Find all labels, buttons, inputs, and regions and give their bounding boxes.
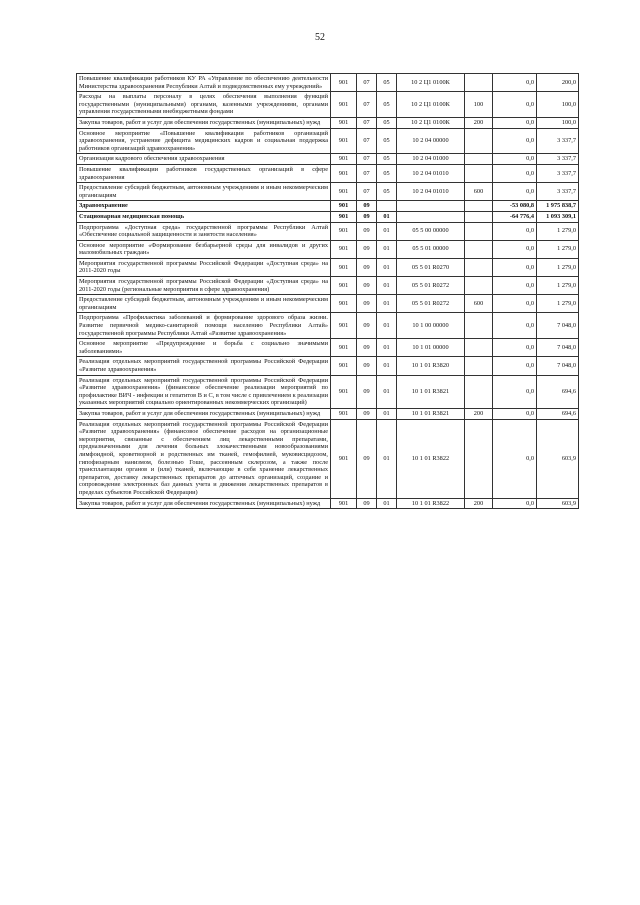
change-amount: 0,0 bbox=[493, 183, 537, 201]
table-row bbox=[77, 313, 579, 339]
row-name: Расходы на выплаты персоналу в целях обеспечения выполнения функций государственными (муниципальными) органами, казенными учреждениями, органами управления государственными внебюджетными фондами bbox=[77, 92, 331, 118]
target-article-code bbox=[397, 201, 465, 212]
ministry-code: 901 bbox=[331, 357, 357, 375]
section-code: 07 bbox=[357, 74, 377, 92]
table-row bbox=[77, 211, 579, 222]
ministry-code: 901 bbox=[331, 277, 357, 295]
total-amount: 694,6 bbox=[537, 408, 579, 419]
expense-type-code: 600 bbox=[465, 295, 493, 313]
change-amount: 0,0 bbox=[493, 339, 537, 357]
change-amount: 0,0 bbox=[493, 154, 537, 165]
expense-type-code: 200 bbox=[465, 498, 493, 509]
table-row bbox=[77, 201, 579, 212]
change-amount: 0,0 bbox=[493, 117, 537, 128]
subsection-code: 05 bbox=[377, 183, 397, 201]
change-amount: 0,0 bbox=[493, 277, 537, 295]
target-article-code: 10 1 01 00000 bbox=[397, 339, 465, 357]
change-amount: 0,0 bbox=[493, 313, 537, 339]
target-article-code bbox=[397, 211, 465, 222]
row-name: Основное мероприятие «Предупреждение и борьба с социально значимыми заболеваниями» bbox=[77, 339, 331, 357]
section-code: 07 bbox=[357, 92, 377, 118]
subsection-code: 01 bbox=[377, 498, 397, 509]
row-name: Закупка товаров, работ и услуг для обеспечения государственных (муниципальных) нужд bbox=[77, 408, 331, 419]
ministry-code: 901 bbox=[331, 408, 357, 419]
expense-type-code bbox=[465, 313, 493, 339]
subsection-code: 01 bbox=[377, 222, 397, 240]
total-amount: 3 337,7 bbox=[537, 128, 579, 154]
row-name: Основное мероприятие «Формирование безбарьерной среды для инвалидов и других маломобильных граждан» bbox=[77, 240, 331, 258]
row-name: Подпрограмма «Доступная среда» государственной программы Республики Алтай «Обеспечение социальной защищенности и занятости населения» bbox=[77, 222, 331, 240]
subsection-code bbox=[377, 201, 397, 212]
target-article-code: 10 1 01 R3821 bbox=[397, 408, 465, 419]
section-code: 09 bbox=[357, 408, 377, 419]
target-article-code: 10 2 Ц1 0100К bbox=[397, 74, 465, 92]
table-row bbox=[77, 258, 579, 276]
ministry-code: 901 bbox=[331, 154, 357, 165]
ministry-code: 901 bbox=[331, 498, 357, 509]
target-article-code: 05 5 01 00000 bbox=[397, 240, 465, 258]
ministry-code: 901 bbox=[331, 313, 357, 339]
section-code: 07 bbox=[357, 154, 377, 165]
target-article-code: 10 2 04 00000 bbox=[397, 128, 465, 154]
table-row bbox=[77, 128, 579, 154]
target-article-code: 10 2 04 01000 bbox=[397, 154, 465, 165]
ministry-code: 901 bbox=[331, 419, 357, 498]
section-code: 09 bbox=[357, 419, 377, 498]
subsection-code: 05 bbox=[377, 128, 397, 154]
target-article-code: 10 1 01 R3821 bbox=[397, 375, 465, 408]
table-row bbox=[77, 154, 579, 165]
table-row bbox=[77, 408, 579, 419]
section-code: 09 bbox=[357, 313, 377, 339]
expense-type-code bbox=[465, 277, 493, 295]
subsection-code: 01 bbox=[377, 408, 397, 419]
target-article-code: 10 1 01 R3822 bbox=[397, 419, 465, 498]
subsection-code: 01 bbox=[377, 240, 397, 258]
total-amount: 7 048,0 bbox=[537, 339, 579, 357]
section-code: 07 bbox=[357, 117, 377, 128]
row-name: Основное мероприятие «Повышение квалификации работников организаций здравоохранения, устранение дефицита медицинских кадров и социальная поддержка работников организаций здравоохранения» bbox=[77, 128, 331, 154]
table-row bbox=[77, 295, 579, 313]
row-name: Повышение квалификации работников государственных организаций в сфере здравоохранения bbox=[77, 164, 331, 182]
total-amount: 3 337,7 bbox=[537, 164, 579, 182]
row-name: Повышение квалификации работников КУ РА «Управление по обеспечению деятельности Министерства здравоохранения Республики Алтай и подведомственных ему учреждений» bbox=[77, 74, 331, 92]
section-code: 09 bbox=[357, 258, 377, 276]
ministry-code: 901 bbox=[331, 295, 357, 313]
change-amount: 0,0 bbox=[493, 92, 537, 118]
table-row bbox=[77, 419, 579, 498]
total-amount: 7 048,0 bbox=[537, 357, 579, 375]
total-amount: 7 048,0 bbox=[537, 313, 579, 339]
section-code: 07 bbox=[357, 164, 377, 182]
total-amount: 1 279,0 bbox=[537, 277, 579, 295]
section-code: 09 bbox=[357, 357, 377, 375]
expense-type-code: 200 bbox=[465, 408, 493, 419]
row-name: Закупка товаров, работ и услуг для обеспечения государственных (муниципальных) нужд bbox=[77, 498, 331, 509]
table-row bbox=[77, 117, 579, 128]
table-row bbox=[77, 92, 579, 118]
expense-type-code bbox=[465, 375, 493, 408]
ministry-code: 901 bbox=[331, 339, 357, 357]
section-code: 09 bbox=[357, 201, 377, 212]
ministry-code: 901 bbox=[331, 375, 357, 408]
expense-type-code bbox=[465, 211, 493, 222]
target-article-code: 10 2 04 01010 bbox=[397, 164, 465, 182]
total-amount: 1 975 838,7 bbox=[537, 201, 579, 212]
section-code: 07 bbox=[357, 183, 377, 201]
total-amount: 1 279,0 bbox=[537, 258, 579, 276]
row-name: Подпрограмма «Профилактика заболеваний и формирование здорового образа жизни. Развитие первичной медико-санитарной помощи населению Республики Алтай» государственной программы Республики Алтай «Развитие здравоохранения» bbox=[77, 313, 331, 339]
change-amount: 0,0 bbox=[493, 295, 537, 313]
table-row bbox=[77, 339, 579, 357]
section-code: 09 bbox=[357, 222, 377, 240]
target-article-code: 10 2 04 01010 bbox=[397, 183, 465, 201]
table-row bbox=[77, 498, 579, 509]
row-name: Закупка товаров, работ и услуг для обеспечения государственных (муниципальных) нужд bbox=[77, 117, 331, 128]
budget-table bbox=[76, 73, 579, 509]
target-article-code: 05 5 00 00000 bbox=[397, 222, 465, 240]
row-name: Предоставление субсидий бюджетным, автономным учреждениям и иным некоммерческим организациям bbox=[77, 295, 331, 313]
table-row bbox=[77, 74, 579, 92]
subsection-code: 05 bbox=[377, 164, 397, 182]
row-name: Реализация отдельных мероприятий государственной программы Российской Федерации «Развитие здравоохранения» (финансовое обеспечение реализации мероприятий по профилактике ВИЧ - инфекции и гепатитов В и С, в том числе с привлечением к реализации указанных мероприятий социально ориентированных некоммерческих организаций) bbox=[77, 375, 331, 408]
change-amount: 0,0 bbox=[493, 419, 537, 498]
table-row bbox=[77, 357, 579, 375]
expense-type-code: 200 bbox=[465, 117, 493, 128]
ministry-code: 901 bbox=[331, 240, 357, 258]
expense-type-code bbox=[465, 258, 493, 276]
target-article-code: 10 1 00 00000 bbox=[397, 313, 465, 339]
change-amount: 0,0 bbox=[493, 74, 537, 92]
subsection-code: 01 bbox=[377, 295, 397, 313]
section-code: 09 bbox=[357, 277, 377, 295]
table-row bbox=[77, 240, 579, 258]
subsection-code: 01 bbox=[377, 375, 397, 408]
target-article-code: 10 1 01 R3820 bbox=[397, 357, 465, 375]
row-name: Здравоохранение bbox=[77, 201, 331, 212]
expense-type-code bbox=[465, 240, 493, 258]
row-name: Мероприятия государственной программы Российской Федерации «Доступная среда» на 2011-2020 годы (региональные мероприятия в сфере здравоохранения) bbox=[77, 277, 331, 295]
page-number: 52 bbox=[315, 32, 325, 43]
section-code: 09 bbox=[357, 211, 377, 222]
expense-type-code bbox=[465, 419, 493, 498]
target-article-code: 10 1 01 R3822 bbox=[397, 498, 465, 509]
change-amount: 0,0 bbox=[493, 222, 537, 240]
section-code: 09 bbox=[357, 339, 377, 357]
table-row bbox=[77, 222, 579, 240]
total-amount: 100,0 bbox=[537, 117, 579, 128]
change-amount: 0,0 bbox=[493, 498, 537, 509]
ministry-code: 901 bbox=[331, 92, 357, 118]
expense-type-code bbox=[465, 74, 493, 92]
change-amount: 0,0 bbox=[493, 375, 537, 408]
table-row bbox=[77, 183, 579, 201]
row-name: Реализация отдельных мероприятий государственной программы Российской Федерации «Развитие здравоохранения» (финансовое обеспечение расходов на организационные мероприятия, связанные с обеспечением лиц лекарственными препаратами, предназначенными для лечения больных злокачественными новообразованиями лимфоидной, кроветворной и родственных им тканей, гемофилией, муковисцидозом, гипофизарным нанизмом, болезнью Гоше, рассеянным склерозом, а также после трансплантации органов и (или) тканей, включающие в себя хранение лекарственных препаратов, доставку лекарственных препаратов до аптечных организаций, создание и сопровождение электронных баз данных учета и движения лекарственных препаратов в пределах субъектов Российской Федерации) bbox=[77, 419, 331, 498]
target-article-code: 05 5 01 R0270 bbox=[397, 258, 465, 276]
ministry-code: 901 bbox=[331, 128, 357, 154]
change-amount: 0,0 bbox=[493, 357, 537, 375]
expense-type-code bbox=[465, 357, 493, 375]
subsection-code: 01 bbox=[377, 277, 397, 295]
subsection-code: 01 bbox=[377, 357, 397, 375]
total-amount: 603,9 bbox=[537, 498, 579, 509]
table-row bbox=[77, 164, 579, 182]
subsection-code: 01 bbox=[377, 211, 397, 222]
subsection-code: 05 bbox=[377, 92, 397, 118]
section-code: 07 bbox=[357, 128, 377, 154]
change-amount: -53 080,8 bbox=[493, 201, 537, 212]
ministry-code: 901 bbox=[331, 117, 357, 128]
total-amount: 200,0 bbox=[537, 74, 579, 92]
total-amount: 1 279,0 bbox=[537, 222, 579, 240]
ministry-code: 901 bbox=[331, 222, 357, 240]
target-article-code: 05 5 01 R0272 bbox=[397, 295, 465, 313]
table-row bbox=[77, 375, 579, 408]
total-amount: 1 093 309,1 bbox=[537, 211, 579, 222]
expense-type-code: 600 bbox=[465, 183, 493, 201]
subsection-code: 01 bbox=[377, 258, 397, 276]
subsection-code: 05 bbox=[377, 117, 397, 128]
total-amount: 100,0 bbox=[537, 92, 579, 118]
subsection-code: 05 bbox=[377, 74, 397, 92]
table-row bbox=[77, 277, 579, 295]
subsection-code: 05 bbox=[377, 154, 397, 165]
expense-type-code bbox=[465, 201, 493, 212]
section-code: 09 bbox=[357, 295, 377, 313]
ministry-code: 901 bbox=[331, 211, 357, 222]
expense-type-code bbox=[465, 164, 493, 182]
ministry-code: 901 bbox=[331, 201, 357, 212]
total-amount: 3 337,7 bbox=[537, 154, 579, 165]
target-article-code: 10 2 Ц1 0100К bbox=[397, 117, 465, 128]
change-amount: 0,0 bbox=[493, 128, 537, 154]
expense-type-code bbox=[465, 154, 493, 165]
subsection-code: 01 bbox=[377, 339, 397, 357]
row-name: Стационарная медицинская помощь bbox=[77, 211, 331, 222]
expense-type-code: 100 bbox=[465, 92, 493, 118]
row-name: Реализация отдельных мероприятий государственной программы Российской Федерации «Развитие здравоохранения» bbox=[77, 357, 331, 375]
target-article-code: 10 2 Ц1 0100К bbox=[397, 92, 465, 118]
section-code: 09 bbox=[357, 498, 377, 509]
expense-type-code bbox=[465, 339, 493, 357]
ministry-code: 901 bbox=[331, 183, 357, 201]
change-amount: 0,0 bbox=[493, 240, 537, 258]
subsection-code: 01 bbox=[377, 313, 397, 339]
budget-table-body bbox=[77, 74, 579, 509]
ministry-code: 901 bbox=[331, 74, 357, 92]
total-amount: 3 337,7 bbox=[537, 183, 579, 201]
row-name: Предоставление субсидий бюджетным, автономным учреждениям и иным некоммерческим организациям bbox=[77, 183, 331, 201]
ministry-code: 901 bbox=[331, 164, 357, 182]
total-amount: 1 279,0 bbox=[537, 295, 579, 313]
total-amount: 603,9 bbox=[537, 419, 579, 498]
change-amount: 0,0 bbox=[493, 408, 537, 419]
expense-type-code bbox=[465, 128, 493, 154]
expense-type-code bbox=[465, 222, 493, 240]
section-code: 09 bbox=[357, 375, 377, 408]
target-article-code: 05 5 01 R0272 bbox=[397, 277, 465, 295]
row-name: Организация кадрового обеспечения здравоохранения bbox=[77, 154, 331, 165]
change-amount: 0,0 bbox=[493, 258, 537, 276]
total-amount: 694,6 bbox=[537, 375, 579, 408]
subsection-code: 01 bbox=[377, 419, 397, 498]
total-amount: 1 279,0 bbox=[537, 240, 579, 258]
change-amount: 0,0 bbox=[493, 164, 537, 182]
change-amount: -64 776,4 bbox=[493, 211, 537, 222]
section-code: 09 bbox=[357, 240, 377, 258]
row-name: Мероприятия государственной программы Российской Федерации «Доступная среда» на 2011-2020 годы bbox=[77, 258, 331, 276]
ministry-code: 901 bbox=[331, 258, 357, 276]
